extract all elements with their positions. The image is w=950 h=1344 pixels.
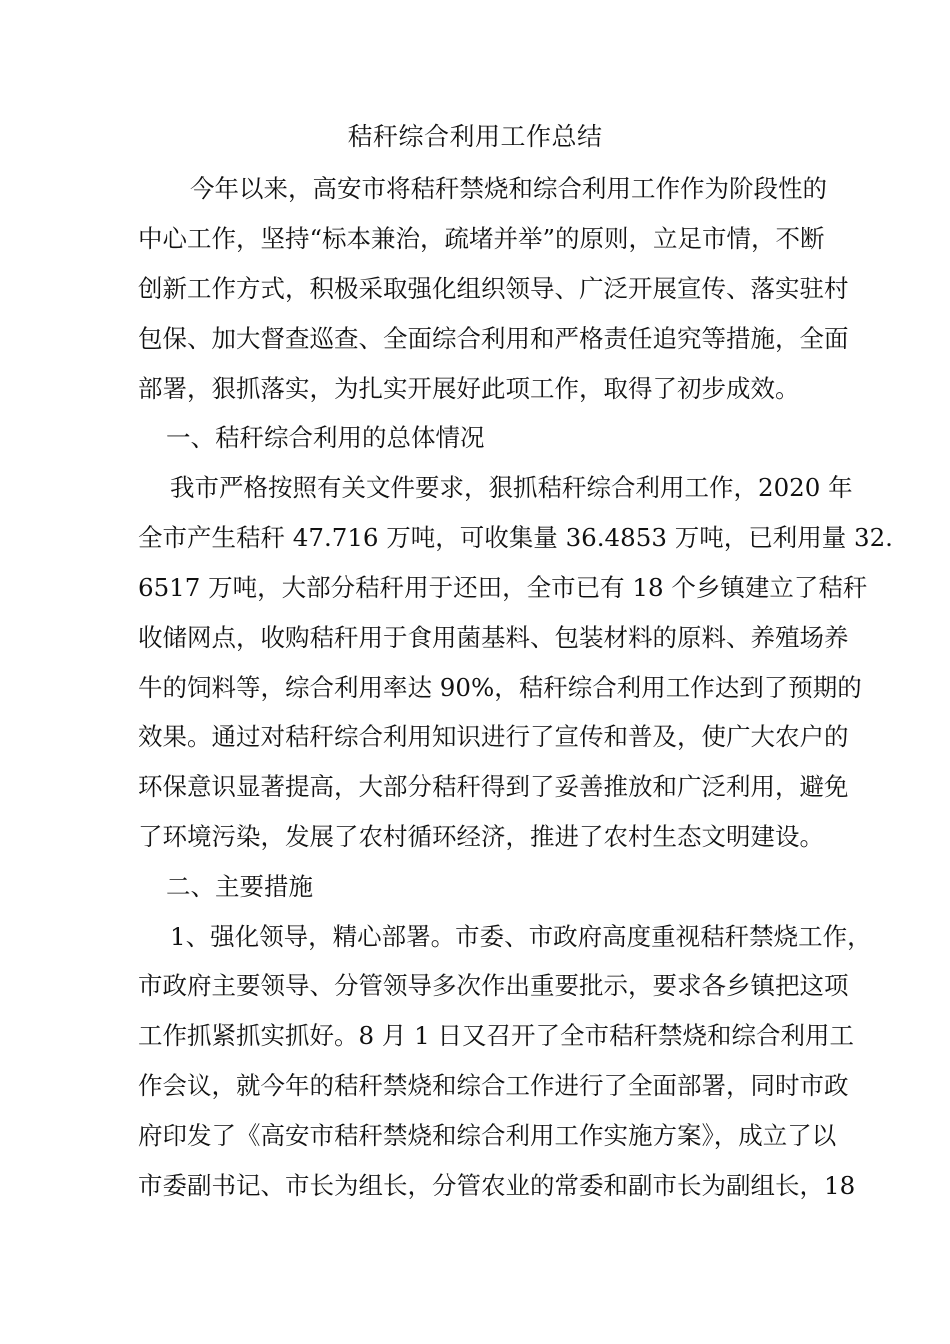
paragraph-measures-line-1: 1、强化领导，精心部署。市委、市政府高度重视秸秆禁烧工作， <box>170 922 872 951</box>
paragraph-intro-line-1: 今年以来，高安市将秸秆禁烧和综合利用工作作为阶段性的 <box>190 174 827 203</box>
paragraph-overview-line-6: 效果。通过对秸秆综合利用知识进行了宣传和普及，使广大农户的 <box>138 722 849 751</box>
paragraph-measures-line-6: 市委副书记、市长为组长，分管农业的常委和副市长为副组长，18 <box>138 1171 856 1200</box>
paragraph-overview-line-1: 我市严格按照有关文件要求，狠抓秸秆综合利用工作，2020 年 <box>170 473 853 502</box>
paragraph-intro-line-4: 包保、加大督查巡查、全面综合利用和严格责任追究等措施，全面 <box>138 324 849 353</box>
paragraph-intro-line-5: 部署，狠抓落实，为扎实开展好此项工作，取得了初步成效。 <box>138 374 800 403</box>
paragraph-overview-line-5: 牛的饲料等，综合利用率达 90%，秸秆综合利用工作达到了预期的 <box>138 673 862 702</box>
section-heading-2: 二、主要措施 <box>166 872 313 901</box>
paragraph-overview-line-4: 收储网点，收购秸秆用于食用菌基料、包装材料的原料、养殖场养 <box>138 623 849 652</box>
paragraph-measures-line-2: 市政府主要领导、分管领导多次作出重要批示，要求各乡镇把这项 <box>138 971 849 1000</box>
paragraph-intro-line-3: 创新工作方式，积极采取强化组织领导、广泛开展宣传、落实驻村 <box>138 274 849 303</box>
paragraph-overview-line-2: 全市产生秸秆 47.716 万吨，可收集量 36.4853 万吨，已利用量 32. <box>138 523 893 552</box>
paragraph-measures-line-5: 府印发了《高安市秸秆禁烧和综合利用工作实施方案》，成立了以 <box>138 1121 837 1150</box>
paragraph-measures-line-4: 作会议，就今年的秸秆禁烧和综合工作进行了全面部署，同时市政 <box>138 1071 849 1100</box>
paragraph-overview-line-7: 环保意识显著提高，大部分秸秆得到了妥善推放和广泛利用，避免 <box>138 772 849 801</box>
paragraph-intro-line-2: 中心工作，坚持“标本兼治，疏堵并举”的原则，立足市情，不断 <box>138 224 825 253</box>
section-heading-1: 一、秸秆综合利用的总体情况 <box>166 423 485 452</box>
paragraph-overview-line-3: 6517 万吨，大部分秸秆用于还田，全市已有 18 个乡镇建立了秸秆 <box>138 573 868 602</box>
document-title: 秸秆综合利用工作总结 <box>347 122 603 151</box>
paragraph-measures-line-3: 工作抓紧抓实抓好。8 月 1 日又召开了全市秸秆禁烧和综合利用工 <box>138 1021 855 1050</box>
paragraph-overview-line-8: 了环境污染，发展了农村循环经济，推进了农村生态文明建设。 <box>138 822 824 851</box>
